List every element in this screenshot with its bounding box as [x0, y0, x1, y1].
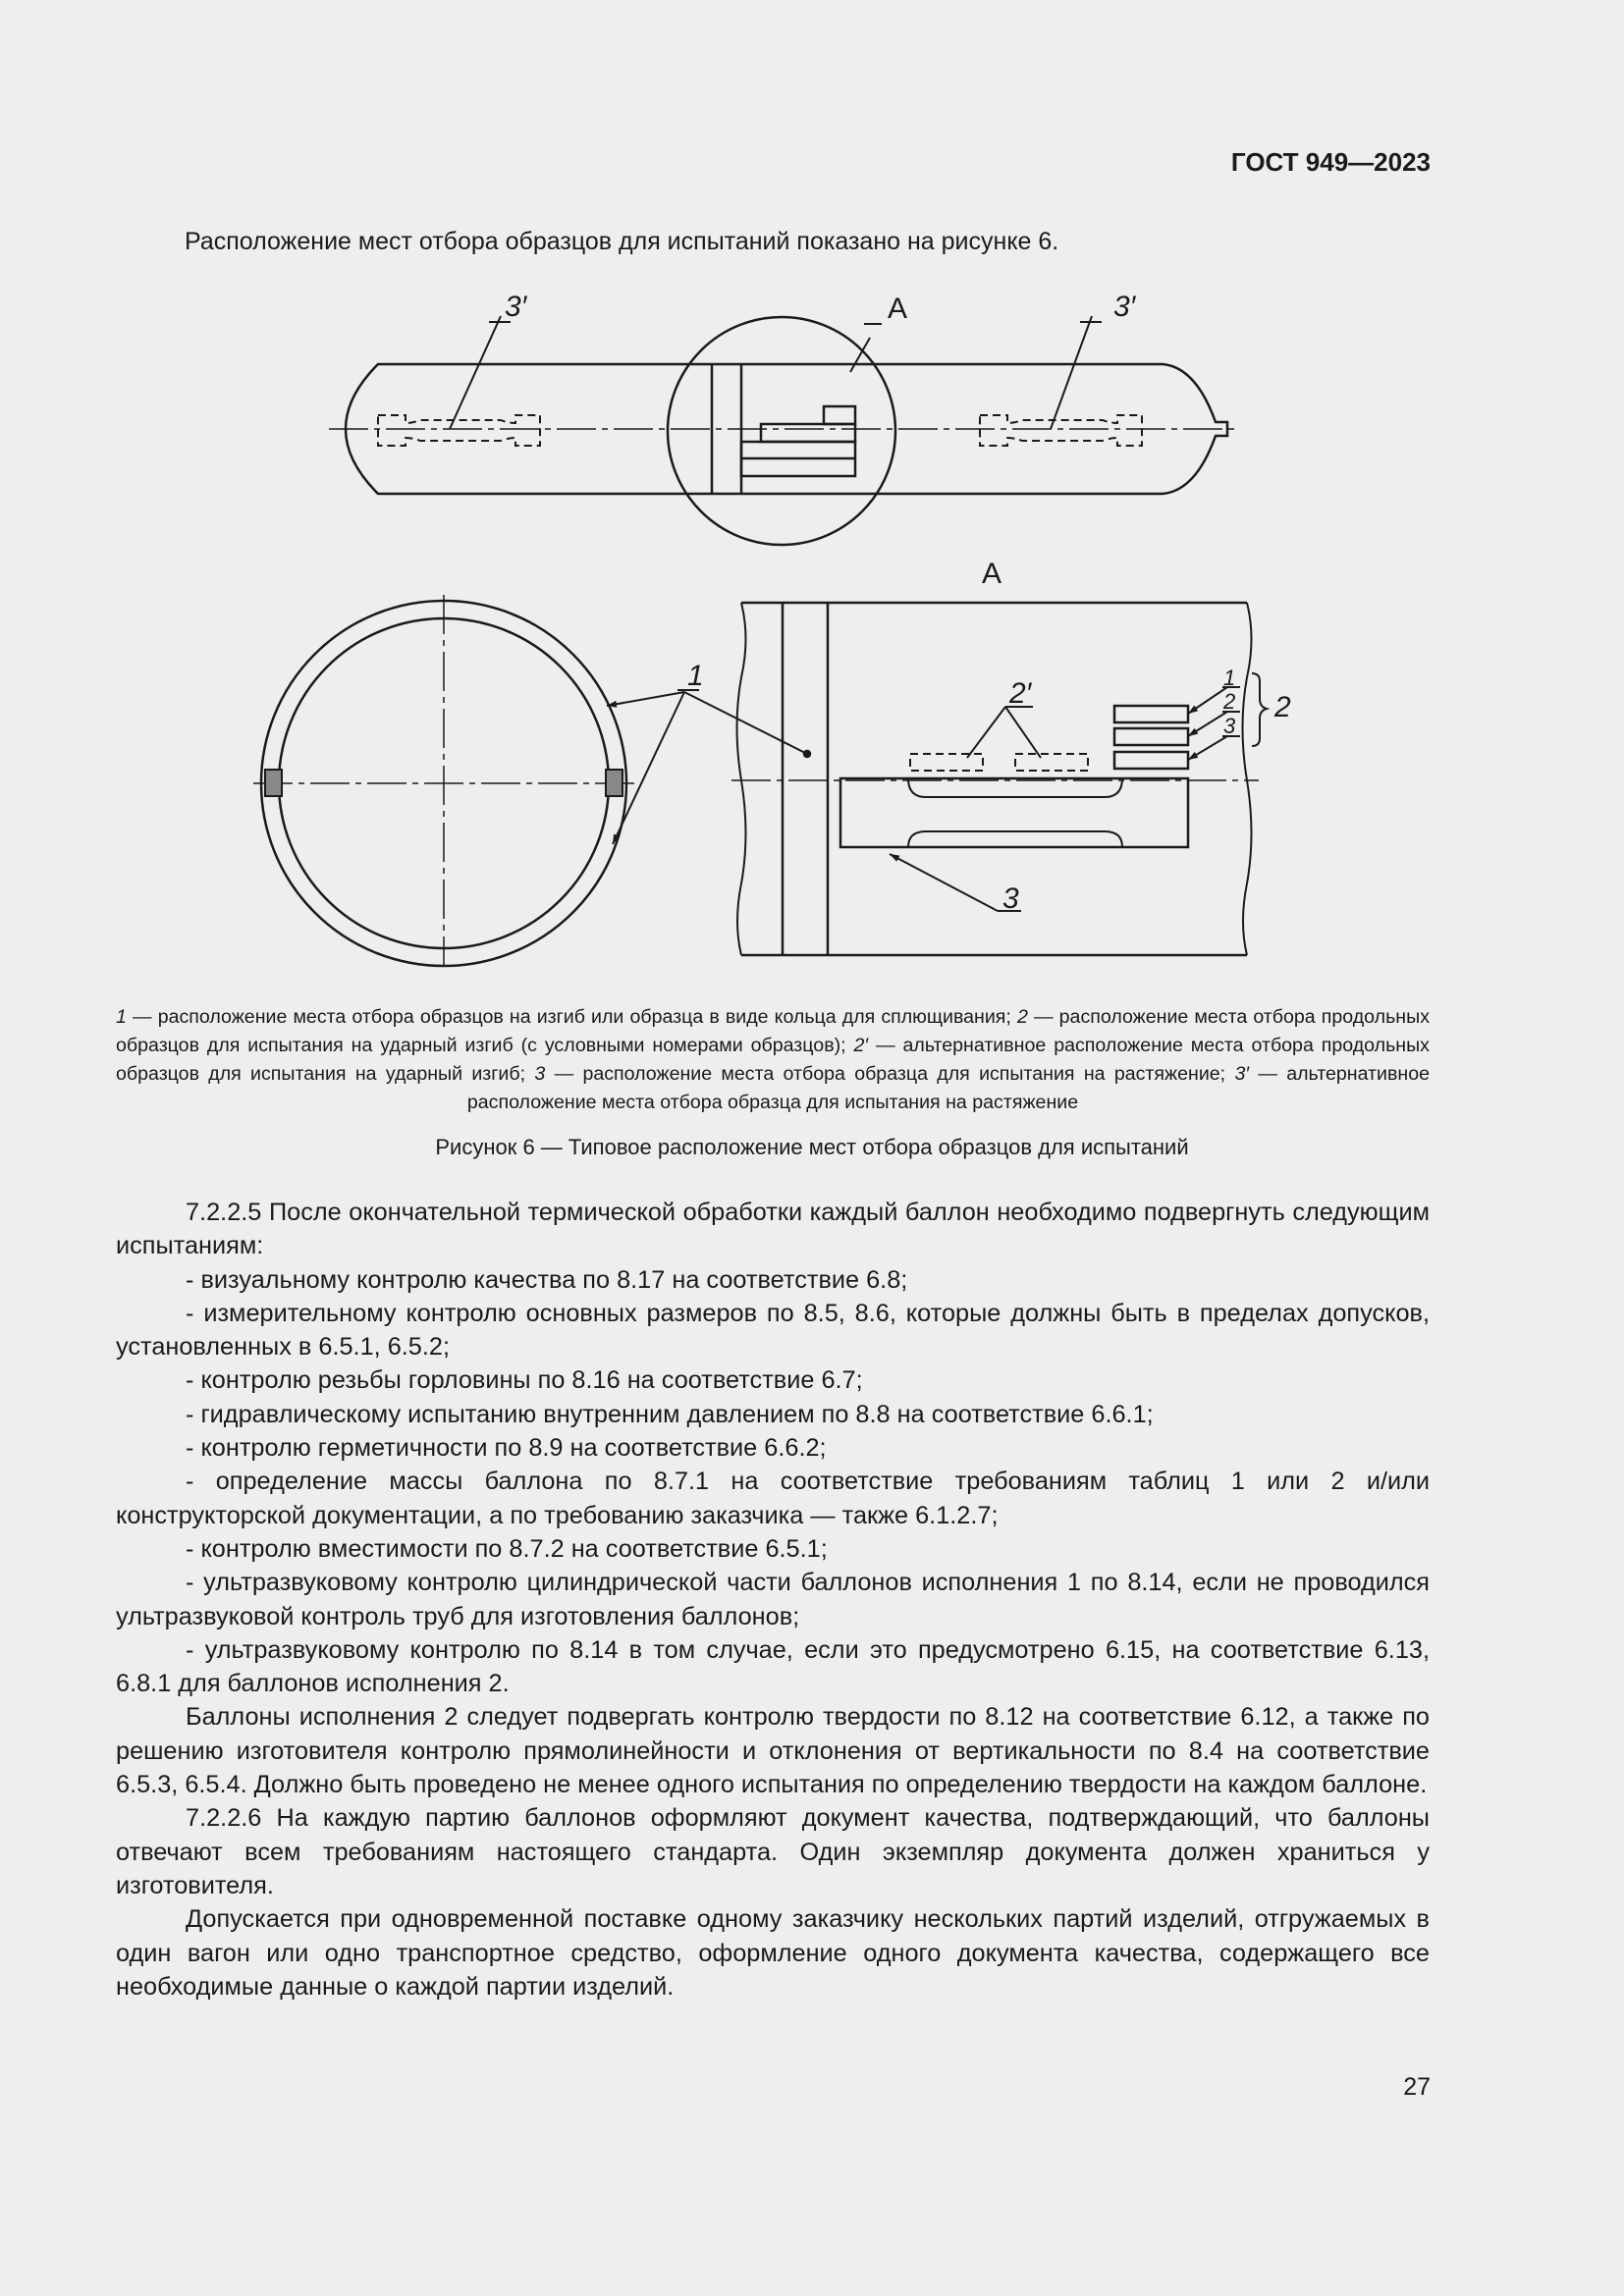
legend-item: 3′ — альтернативное расположение места отбора образца для испытания на растяжение — [466, 1063, 1430, 1113]
label-3-detail: 3 — [1002, 882, 1019, 915]
paragraph: 7.2.2.6 На каждую партию баллонов оформляют документ качества, подтверждающий, что баллоны отвечают всем требованиям настоящего стандарта. Один экземпляр документа должен храниться у изготовителя. — [116, 1804, 1430, 1899]
figure-6-drawing — [0, 0, 1624, 991]
label-group-2: 2 — [1274, 691, 1291, 723]
page-number: 27 — [1403, 2073, 1431, 2101]
label-impact-1: 1 — [1223, 666, 1236, 690]
list-item: - ультразвуковому контролю цилиндрической части баллонов исполнения 1 по 8.14, если не проводился ультразвуковой контроль труб для изготовления баллонов; — [116, 1569, 1430, 1630]
detail-a-view — [731, 603, 1267, 955]
label-3prime-right: 3′ — [1113, 291, 1136, 323]
label-view-a-title: А — [982, 558, 1002, 590]
figure-caption: Рисунок 6 — Типовое расположение мест отбора образцов для испытаний — [435, 1135, 1189, 1159]
list-item: - гидравлическому испытанию внутренним давлением по 8.8 на соответствие 6.6.1; — [186, 1400, 1154, 1428]
figure-legend — [116, 1003, 1430, 1117]
list-item: - контролю резьбы горловины по 8.16 на соответствие 6.7; — [186, 1366, 863, 1395]
legend-item: 1 — расположение места отбора образцов на изгиб или образца в виде кольца для сплющивания; — [116, 1006, 1017, 1028]
list-item: - определение массы баллона по 8.7.1 на соответствие требованиям таблиц 1 или 2 и/или конструкторской документации, а по требованию заказчика — также 6.1.2.7; — [116, 1468, 1430, 1529]
legend-item: 2′ — альтернативное расположение места отбора продольных образцов для испытания на ударный изгиб; — [116, 1035, 1430, 1085]
label-1-section: 1 — [687, 660, 704, 692]
list-item: - визуальному контролю качества по 8.17 на соответствие 6.8; — [186, 1265, 908, 1294]
label-impact-3: 3 — [1223, 714, 1236, 738]
cylinder-cross-section — [253, 595, 810, 967]
label-view-a: А — [888, 293, 908, 325]
list-item: - контролю вместимости по 8.7.2 на соответствие 6.5.1; — [186, 1534, 828, 1563]
body-text — [116, 1196, 1430, 2003]
label-impact-2: 2 — [1223, 689, 1236, 714]
label-3prime-left: 3′ — [505, 291, 527, 323]
legend-item: 3 — расположение места отбора образца для испытания на растяжение; — [534, 1063, 1235, 1085]
legend-item: 2 — расположение места отбора продольных образцов для испытания на ударный изгиб (с условными номерами образцов); — [116, 1006, 1430, 1056]
list-item: - измерительному контролю основных размеров по 8.5, 8.6, которые должны быть в пределах допусков, установленных в 6.5.1, 6.5.2; — [116, 1299, 1430, 1362]
list-item: - контролю герметичности по 8.9 на соответствие 6.6.2; — [186, 1434, 827, 1463]
list-item: - ультразвуковому контролю по 8.14 в том случае, если это предусмотрено 6.15, на соответствие 6.13, 6.8.1 для баллонов исполнения 2. — [116, 1635, 1430, 1698]
label-2prime: 2′ — [1009, 677, 1032, 710]
paragraph: Допускается при одновременной поставке одному заказчику нескольких партий изделий, отгружаемых в один вагон или одно транспортное средство, оформление одного документа качества, содержащего все необходимые данные о каждой партии изделий. — [116, 1905, 1430, 2001]
document-code: ГОСТ 949—2023 — [1230, 147, 1431, 177]
paragraph: 7.2.2.5 После окончательной термической обработки каждый баллон необходимо подвергнуть следующим испытаниям: — [116, 1199, 1430, 1260]
paragraph: Баллоны исполнения 2 следует подвергать контролю твердости по 8.12 на соответствие 6.12, а также по решению изготовителя контролю прямолинейности и отклонения от вертикальности по 8.4 на соответствие 6.5.3, 6.5.4. Должно быть проведено не менее одного испытания по определению твердости на каждом баллоне. — [116, 1703, 1430, 1799]
intro-text: Расположение мест отбора образцов для испытаний показано на рисунке 6. — [185, 228, 1059, 255]
cylinder-side-view — [329, 316, 1239, 545]
